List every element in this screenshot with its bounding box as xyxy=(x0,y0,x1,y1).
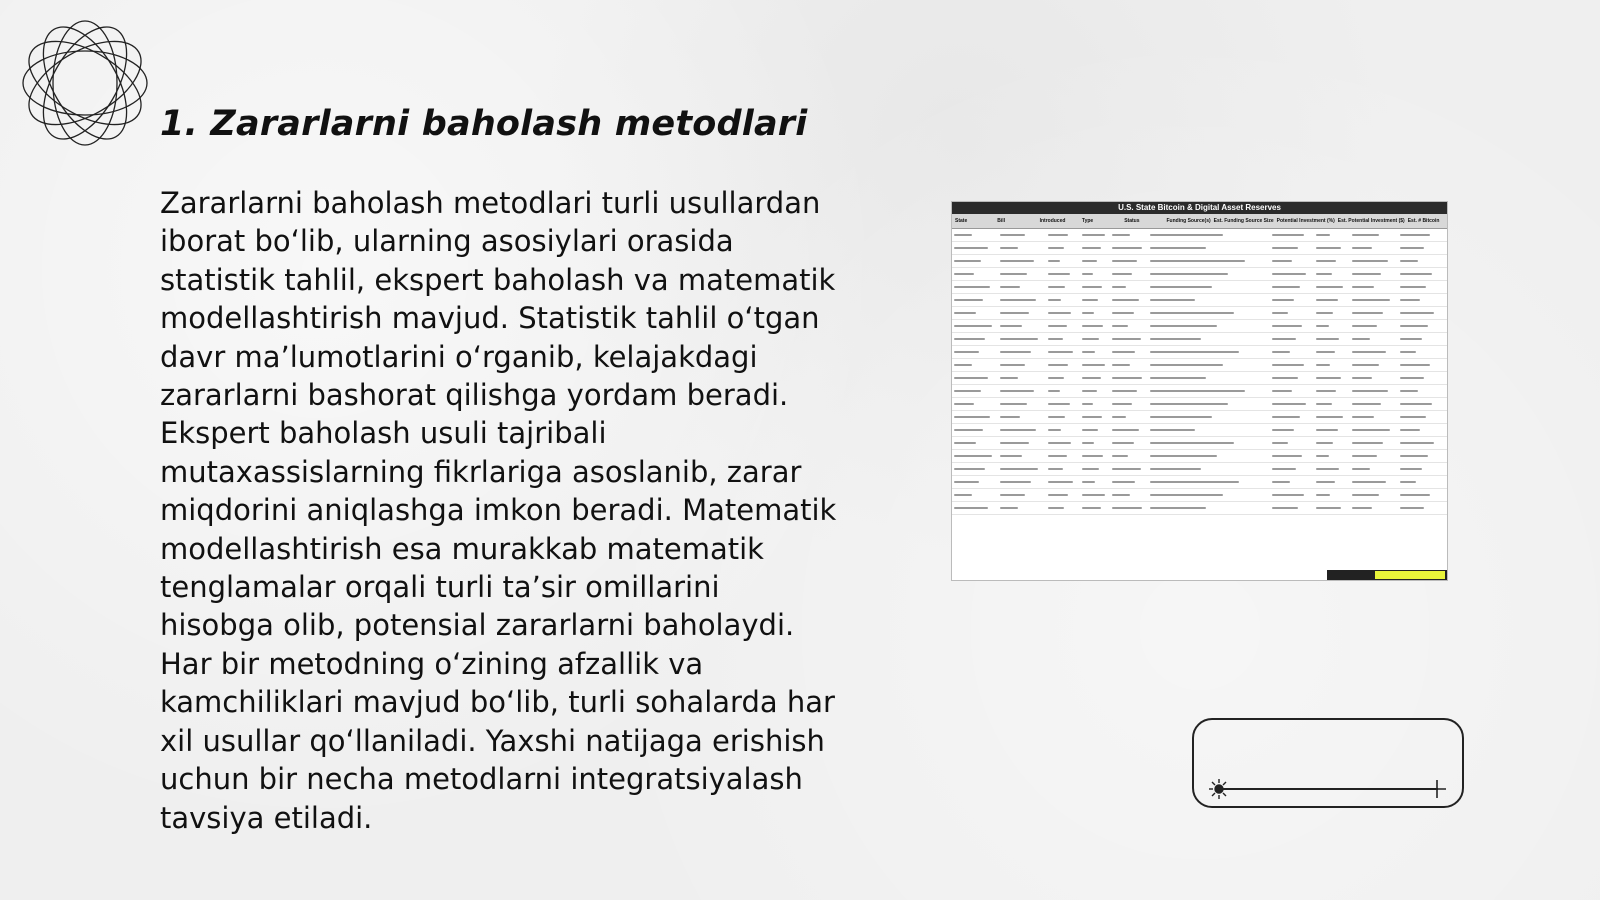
table-image-row xyxy=(952,372,1447,385)
table-image-row xyxy=(952,411,1447,424)
table-image-row xyxy=(952,450,1447,463)
sun-icon xyxy=(1208,778,1230,800)
table-image-row xyxy=(952,333,1447,346)
table-image-row xyxy=(952,281,1447,294)
table-image-row xyxy=(952,489,1447,502)
table-image-row xyxy=(952,502,1447,515)
slider-track xyxy=(1218,788,1438,790)
table-image-column-9: Est. # Bitcoin xyxy=(1407,218,1440,224)
table-image-row xyxy=(952,437,1447,450)
table-image-row xyxy=(952,320,1447,333)
table-image-column-2: Introduced xyxy=(1039,218,1066,224)
table-image-row xyxy=(952,385,1447,398)
table-image-row xyxy=(952,346,1447,359)
table-image-row xyxy=(952,359,1447,372)
table-image-row xyxy=(952,307,1447,320)
table-image-row xyxy=(952,255,1447,268)
table-image-row xyxy=(952,398,1447,411)
table-image-column-6: Est. Funding Source Size xyxy=(1213,218,1274,224)
table-image-row xyxy=(952,463,1447,476)
table-image-column-5: Funding Source(s) xyxy=(1166,218,1211,224)
orbit-rings-logo-icon xyxy=(10,8,160,158)
table-image-column-3: Type xyxy=(1081,218,1094,224)
table-image-column-8: Est. Potential Investment ($) xyxy=(1337,218,1405,224)
table-image-column-7: Potential Investment (%) xyxy=(1276,218,1335,224)
table-image-column-4: Status xyxy=(1124,218,1140,224)
table-image-row xyxy=(952,229,1447,242)
table-image-row xyxy=(952,268,1447,281)
table-image-column-1: Bill xyxy=(997,218,1006,224)
slide-body-text: Zararlarni baholash metodlari turli usullardan iborat bo‘lib, ularning asosiylari orasida statistik tahlil, ekspert baholash va matematik modellashtirish mavjud. Statistik tahlil o‘tgan davr ma’lumotlarini o‘rganib, kelajakdagi zararlarni bashorat qilishga yordam beradi. Ekspert baholash usuli tajribali mutaxassislarning fikrlariga asoslanib, zarar miqdorini aniqlashga imkon beradi. Matematik modellashtirish esa murakkab matematik tenglamalar orqali turli ta’sir omillarini hisobga olib, potensial zararlarni baholaydi. Har bir metodning o‘zining afzallik va kamchiliklari mavjud bo‘lib, turli sohalarda har xil usullar qo‘llaniladi. Yaxshi natijaga erishish uchun bir necha metodlarni integratsiyalash tavsiya etiladi. xyxy=(160,186,837,835)
table-image-row xyxy=(952,294,1447,307)
table-image-column-0: State xyxy=(955,218,968,224)
table-image-rows xyxy=(952,229,1447,515)
table-image-row xyxy=(952,424,1447,437)
table-image-row xyxy=(952,476,1447,489)
table-image xyxy=(951,201,1448,581)
table-image-total xyxy=(1327,570,1447,580)
slider-widget xyxy=(1192,718,1464,808)
table-image-title: U.S. State Bitcoin & Digital Asset Reserves xyxy=(952,202,1447,214)
slide-title: 1. Zararlarni baholash metodlari xyxy=(160,104,808,144)
table-image-header xyxy=(952,214,1447,229)
plus-icon xyxy=(1426,778,1448,800)
table-image-row xyxy=(952,242,1447,255)
